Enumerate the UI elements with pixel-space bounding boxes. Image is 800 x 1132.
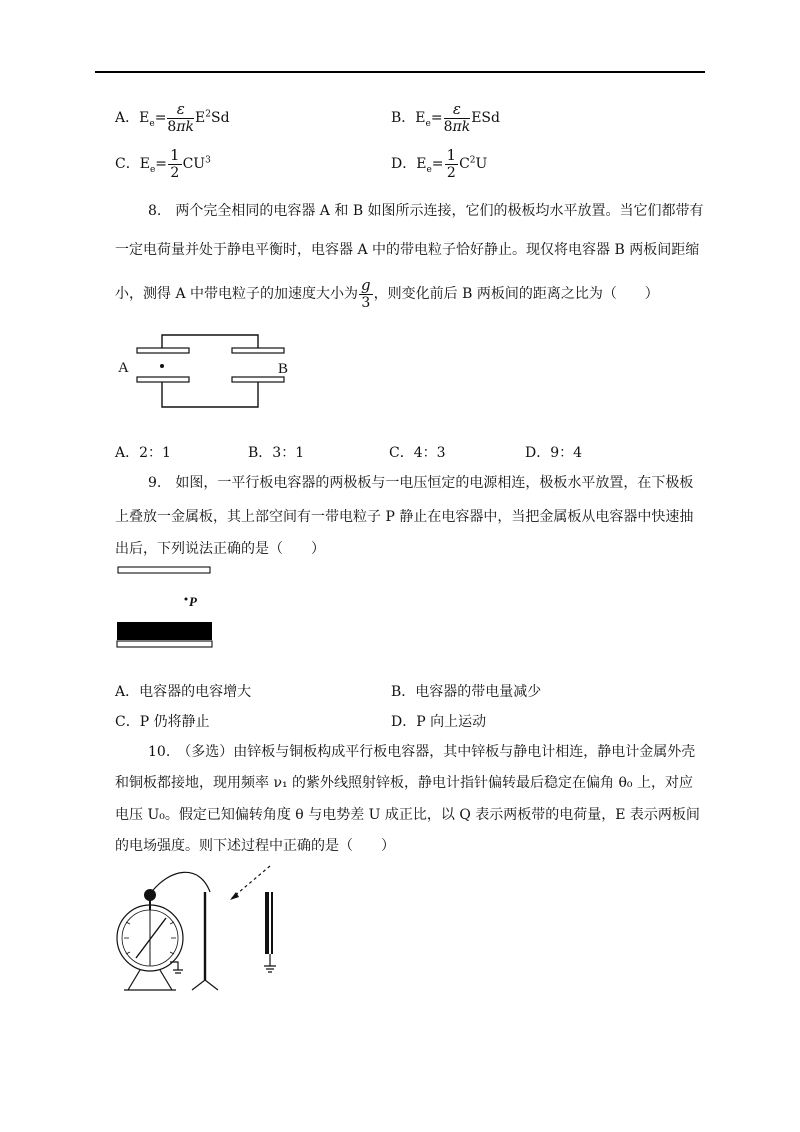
charged-particle	[160, 364, 164, 368]
q10-line-1: 10. （多选）由锌板与铜板构成平行板电容器，其中锌板与静电计相连，静电计金属外壳	[148, 744, 696, 760]
q9-line-3: 出后，下列说法正确的是（ ）	[115, 541, 325, 557]
lower-plate	[117, 641, 212, 647]
q7-option-a[interactable]: A．$E_e=$ $\frac{\varepsilon}{8\pi k}$ $E^2Sd$	[115, 100, 230, 135]
plate-a-top	[137, 348, 189, 353]
q8-option-b[interactable]: B．3：1	[248, 445, 305, 461]
header-rule	[95, 71, 705, 73]
q7-c-fraction: $\frac{1}{2}$	[170, 146, 180, 181]
q7-option-b[interactable]: B．$E_e=$ $\frac{\varepsilon}{8\pi k}$ ESd	[391, 100, 500, 135]
q7-a-fraction: $\frac{\varepsilon}{8\pi k}$	[167, 100, 195, 135]
copper-ground	[264, 966, 276, 972]
electroscope-stand	[124, 970, 176, 990]
q7-option-c[interactable]: C．$E_e=$ $\frac{1}{2}$ $CU^3$	[115, 146, 211, 181]
q7-b-fraction: $\frac{\varepsilon}{8\pi k}$	[443, 100, 471, 135]
metal-slab	[117, 622, 212, 640]
q7-d-fraction: $\frac{1}{2}$	[446, 146, 457, 181]
plate-b-bottom	[232, 377, 284, 382]
bottom-wire	[162, 382, 258, 407]
q8-line-2: 一定电荷量并处于静电平衡时，电容器 A 中的带电粒子恰好静止。现仅将电容器 B 两板间距缩	[115, 242, 700, 258]
q8-line-1: 8. 两个完全相同的电容器 A 和 B 如图所示连接，它们的极板均水平放置。当它们都带有	[148, 203, 704, 219]
q8-capacitor-diagram	[110, 330, 300, 412]
q10-line-4: 的电场强度。则下述过程中正确的是（ ）	[115, 838, 395, 854]
q9-option-a[interactable]: A．电容器的电容增大	[115, 684, 252, 700]
q8-option-c[interactable]: C．4：3	[389, 445, 446, 461]
plate-a-bottom	[137, 377, 189, 382]
q8-option-a[interactable]: A．2：1	[115, 445, 171, 461]
q9-option-c[interactable]: C．P 仍将静止	[115, 714, 210, 730]
case-ground	[170, 962, 183, 973]
q9-capacitor-diagram	[115, 565, 215, 650]
q8-option-d[interactable]: D．9：4	[525, 445, 583, 461]
plate-b-top	[232, 348, 284, 353]
q9-line-2: 上叠放一金属板，其上部空间有一带电粒子 P 静止在电容器中，当把金属板从电容器中快速抽	[115, 509, 694, 525]
q7-option-d[interactable]: D．$E_e=$ $\frac{1}{2}$ $C^2U$	[391, 146, 488, 181]
uv-ray	[232, 866, 270, 898]
label-p: P	[189, 594, 197, 609]
q8-line-3: 小，测得 A 中带电粒子的加速度大小为 $\frac{g}{3}$ ，则变化前后 B 两板间的距离之比为（ ）	[115, 276, 659, 311]
q10-line-3: 电压 U₀。假定已知偏转角度 θ 与电势差 U 成正比，以 Q 表示两板带的电荷量，E 表示两板间	[115, 807, 700, 823]
q10-line-2: 和铜板都接地，现用频率 ν₁ 的紫外线照射锌板，静电计指针偏转最后稳定在偏角 θ₀ 上，对应	[115, 775, 693, 791]
q9-option-d[interactable]: D．P 向上运动	[391, 714, 487, 730]
label-a: A	[118, 360, 129, 376]
connecting-wire	[150, 872, 210, 894]
particle-p	[185, 598, 188, 601]
electroscope-knob	[144, 889, 156, 901]
upper-plate	[118, 567, 210, 573]
top-wire	[162, 335, 258, 348]
electroscope-needle	[136, 918, 166, 958]
label-b: B	[278, 361, 289, 377]
q10-electroscope-diagram	[110, 862, 310, 997]
q9-option-b[interactable]: B．电容器的带电量减少	[391, 684, 542, 700]
g-over-3-fraction: $\frac{g}{3}$	[361, 276, 371, 311]
q9-line-1: 9. 如图，一平行板电容器的两极板与一电压恒定的电源相连，极板水平放置，在下极板	[148, 475, 694, 491]
